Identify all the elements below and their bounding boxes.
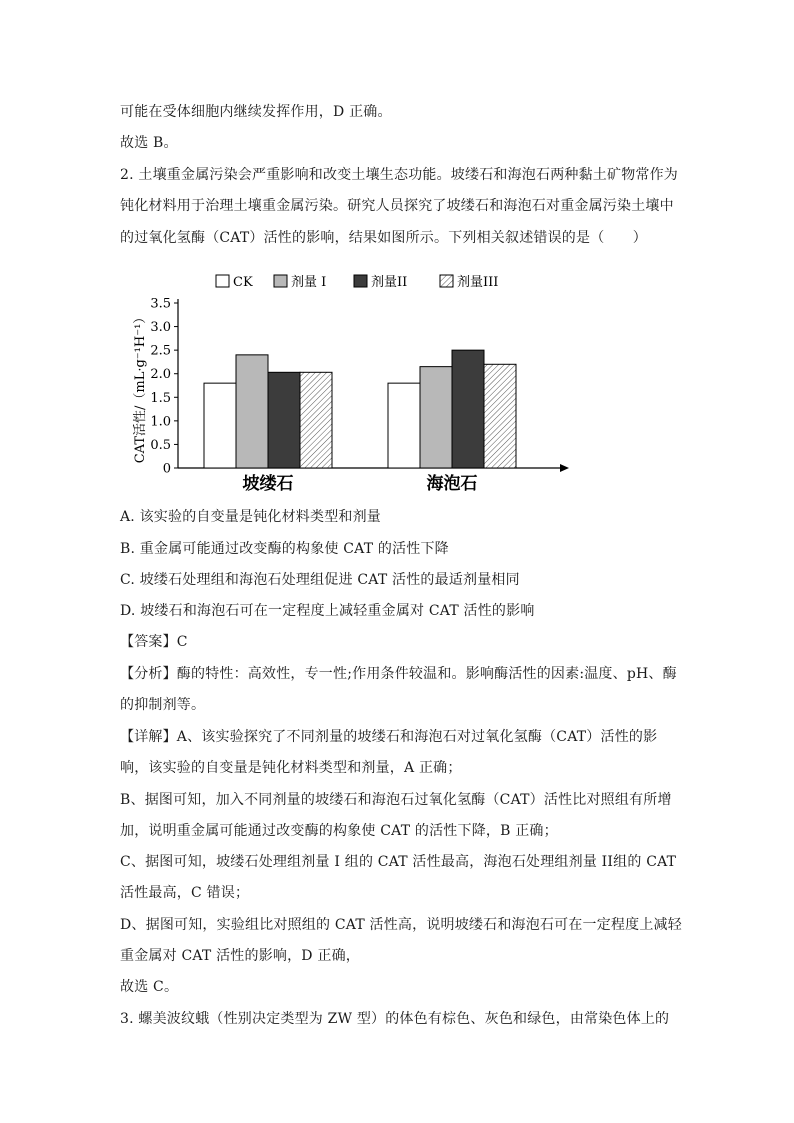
y-tick-label: 3.5	[150, 296, 171, 312]
category-label: 坡缕石	[242, 474, 294, 494]
option-a: A. 该实验的自变量是钝化材料类型和剂量	[120, 509, 382, 525]
option-d: D. 坡缕石和海泡石可在一定程度上减轻重金属对 CAT 活性的影响	[120, 603, 535, 619]
y-tick-label: 1.0	[150, 414, 171, 430]
question-3-stem: 3. 螺美波纹蛾（性别决定类型为 ZW 型）的体色有棕色、灰色和绿色，由常染色体上的	[120, 1011, 670, 1027]
y-tick-label: 0.5	[150, 437, 171, 453]
legend-swatch	[440, 275, 453, 287]
option-c: C. 坡缕石处理组和海泡石处理组促进 CAT 活性的最适剂量相同	[120, 572, 520, 588]
legend-label: 剂量 I	[291, 275, 327, 290]
text-line: 可能在受体细胞内继续发挥作用，D 正确。	[120, 104, 392, 120]
cat-activity-bar-chart	[120, 262, 580, 497]
y-tick-label: 2.0	[150, 367, 171, 383]
legend-swatch	[354, 275, 367, 287]
explanation: 故选 C。	[120, 979, 179, 995]
legend-swatch	[274, 275, 287, 287]
analysis: 【分析】酶的特性：高效性，专一性;作用条件较温和。影响酶活性的因素:温度、pH、酶	[120, 666, 677, 682]
question-2-stem: 钝化材料用于治理土壤重金属污染。研究人员探究了坡缕石和海泡石对重金属污染土壤中	[120, 198, 674, 214]
explanation: 加，说明重金属可能通过改变酶的构象使 CAT 的活性下降，B 正确；	[120, 823, 558, 839]
bar	[300, 372, 332, 468]
chart-legend	[216, 275, 498, 290]
x-axis-arrow	[560, 464, 569, 472]
text-line: 故选 B。	[120, 135, 178, 151]
bar	[452, 350, 484, 468]
option-b: B. 重金属可能通过改变酶的构象使 CAT 的活性下降	[120, 541, 449, 557]
bar	[268, 372, 300, 468]
bar	[484, 364, 516, 468]
bar	[388, 383, 420, 468]
bar	[420, 367, 452, 468]
explanation: D、据图可知，实验组比对照组的 CAT 活性高，说明坡缕石和海泡石可在一定程度上减轻	[120, 917, 682, 933]
y-tick-label: 1.5	[150, 390, 171, 406]
legend-label: CK	[233, 275, 253, 290]
explanation: 重金属对 CAT 活性的影响，D 正确，	[120, 948, 360, 964]
explanation: B、据图可知，加入不同剂量的坡缕石和海泡石过氧化氢酶（CAT）活性比对照组有所增	[120, 792, 672, 808]
y-axis-label: CAT活性/（mL·g⁻¹H⁻¹）	[133, 310, 148, 464]
bar	[204, 383, 236, 468]
legend-label: 剂量II	[371, 275, 408, 290]
question-2-stem: 2. 土壤重金属污染会严重影响和改变土壤生态功能。坡缕石和海泡石两种黏土矿物常作为	[120, 167, 679, 183]
chart-bars	[204, 350, 516, 494]
explanation: 响，该实验的自变量是钝化材料类型和剂量，A 正确；	[120, 760, 462, 776]
analysis: 的抑制剂等。	[120, 697, 206, 713]
explanation: 活性最高，C 错误；	[120, 885, 250, 901]
legend-label: 剂量III	[457, 275, 499, 290]
explanation: C、据图可知，坡缕石处理组剂量 I 组的 CAT 活性最高，海泡石处理组剂量 II组的 CAT	[120, 854, 677, 870]
bar	[236, 355, 268, 468]
question-2-stem: 的过氧化氢酶（CAT）活性的影响，结果如图所示。下列相关叙述错误的是（ ）	[120, 230, 647, 246]
explanation: 【详解】A、该实验探究了不同剂量的坡缕石和海泡石对过氧化氢酶（CAT）活性的影	[120, 729, 658, 745]
y-tick-label: 0	[162, 461, 171, 477]
y-tick-label: 2.5	[150, 343, 171, 359]
y-tick-label: 3.0	[150, 320, 171, 336]
legend-swatch	[216, 275, 229, 287]
answer: 【答案】C	[120, 634, 188, 650]
category-label: 海泡石	[426, 474, 478, 494]
